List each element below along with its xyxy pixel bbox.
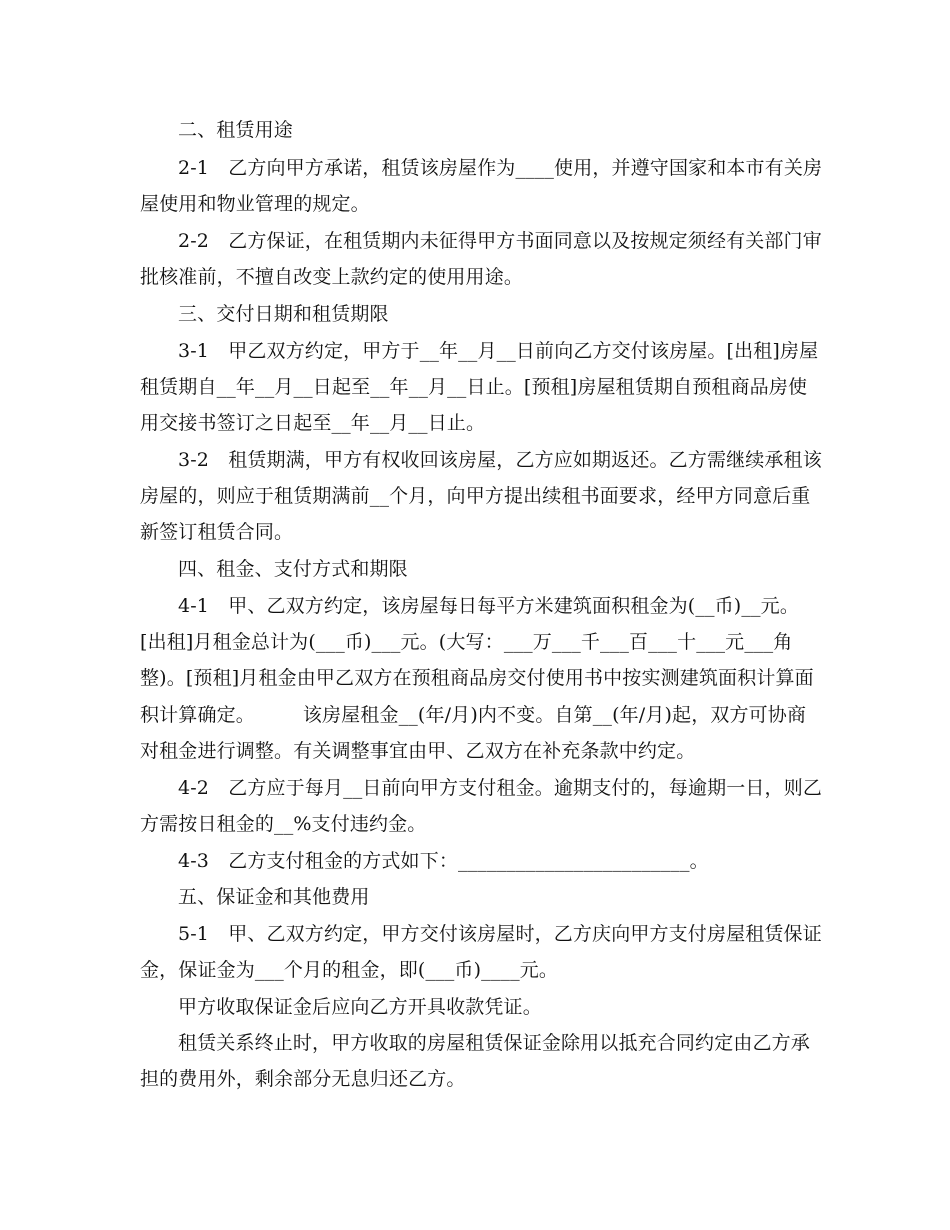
section-heading-deposit: 五、保证金和其他费用 xyxy=(178,886,370,908)
clause-4-1: 4-1 甲、乙双方约定，该房屋每日每平方米建筑面积租金为(__币)__元。 xyxy=(178,595,799,617)
clause-2-2-cont: 批核准前，不擅自改变上款约定的使用用途。 xyxy=(140,266,524,288)
section-heading-delivery: 三、交付日期和租赁期限 xyxy=(178,303,389,325)
clause-2-2: 2-2 乙方保证，在租赁期内未征得甲方书面同意以及按规定须经有关部门审 xyxy=(178,230,822,252)
clause-3-1-cont-2: 用交接书签订之日起至__年__月__日止。 xyxy=(140,412,486,434)
deposit-refund-paragraph: 租赁关系终止时，甲方收取的房屋租赁保证金除用以抵充合同约定由乙方承 xyxy=(178,1032,810,1054)
clause-4-1-cont-4: 对租金进行调整。有关调整事宜由甲、乙双方在补充条款中约定。 xyxy=(140,740,696,762)
clause-3-1-cont-1: 租赁期自__年__月__日起至__年__月__日止。[预租]房屋租赁期自预租商品房使 xyxy=(140,376,808,398)
clause-4-1-cont-2: 整)。[预租]月租金由甲乙双方在预租商品房交付使用书中按实测建筑面积计算面 xyxy=(140,667,814,689)
clause-4-2-cont: 方需按日租金的__%支付违约金。 xyxy=(140,813,427,835)
clause-4-3: 4-3 乙方支付租金的方式如下：________________________。 xyxy=(178,850,709,872)
clause-2-1: 2-1 乙方向甲方承诺，租赁该房屋作为____使用，并遵守国家和本市有关房 xyxy=(178,157,823,179)
clause-3-2-cont-1: 房屋的，则应于租赁期满前__个月，向甲方提出续租书面要求，经甲方同意后重 xyxy=(140,485,811,507)
clause-3-2: 3-2 租赁期满，甲方有权收回该房屋，乙方应如期返还。乙方需继续承租该 xyxy=(178,449,822,471)
deposit-receipt-paragraph: 甲方收取保证金后应向乙方开具收款凭证。 xyxy=(178,996,542,1018)
clause-5-1-cont: 金，保证金为___个月的租金，即(___币)____元。 xyxy=(140,959,559,981)
clause-5-1: 5-1 甲、乙双方约定，甲方交付该房屋时，乙方庆向甲方支付房屋租赁保证 xyxy=(178,923,822,945)
deposit-refund-paragraph-cont: 担的费用外，剩余部分无息归还乙方。 xyxy=(140,1068,466,1090)
section-heading-usage: 二、租赁用途 xyxy=(178,119,293,141)
clause-3-1: 3-1 甲乙双方约定，甲方于__年__月__日前向乙方交付该房屋。[出租]房屋 xyxy=(178,340,819,362)
clause-4-1-cont-1: [出租]月租金总计为(___币)___元。(大写：___万___千___百___十___元___角 xyxy=(140,631,793,653)
section-heading-rent: 四、租金、支付方式和期限 xyxy=(178,558,408,580)
clause-4-1-cont-3: 积计算确定。 该房屋租金__(年/月)内不变。自第__(年/月)起，双方可协商 xyxy=(140,704,807,726)
clause-2-1-cont: 屋使用和物业管理的规定。 xyxy=(140,193,370,215)
clause-3-2-cont-2: 新签订租赁合同。 xyxy=(140,521,294,543)
clause-4-2: 4-2 乙方应于每月__日前向甲方支付租金。逾期支付的，每逾期一日，则乙 xyxy=(178,777,822,799)
